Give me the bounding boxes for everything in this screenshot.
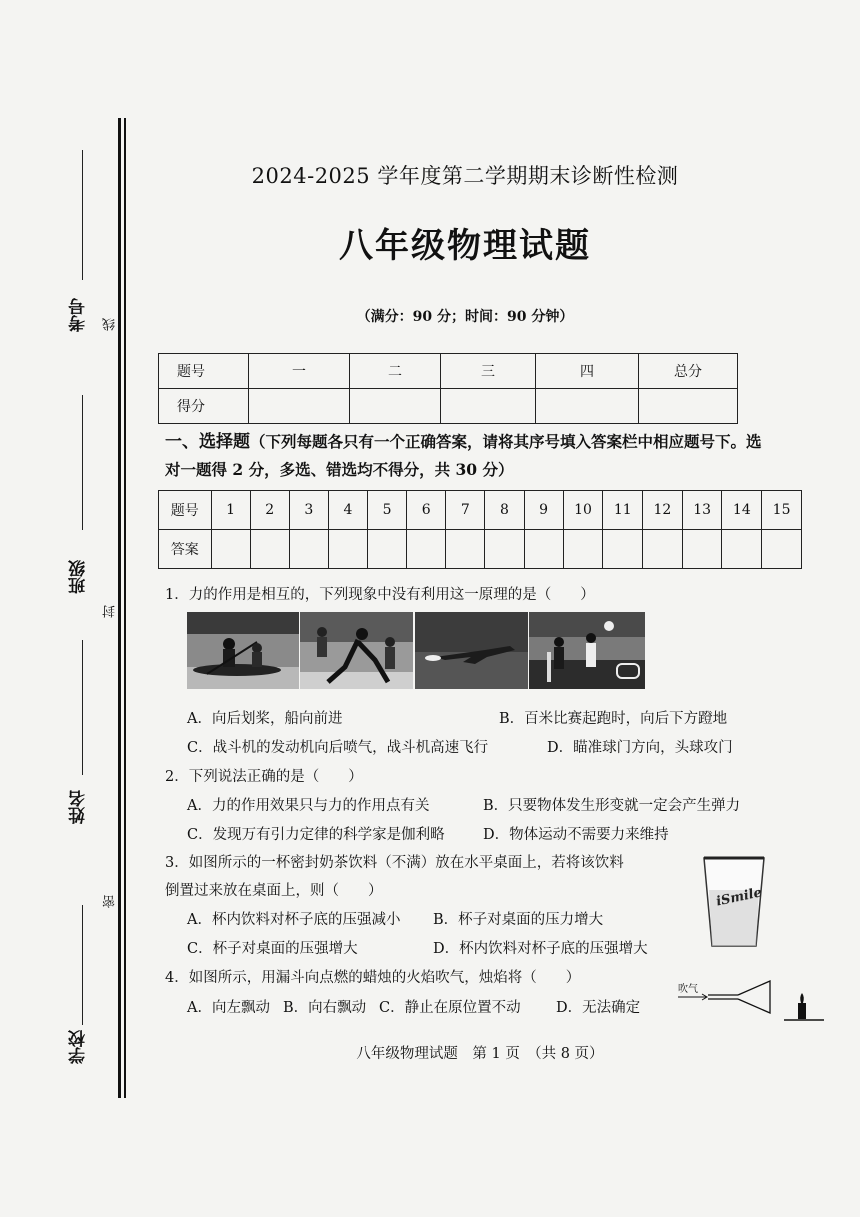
answer-number: 6 [407,491,446,530]
answer-table-row-label: 题号 [159,491,212,530]
answer-number: 8 [485,491,524,530]
question-1-stem: 1．力的作用是相互的，下列现象中没有利用这一原理的是（ ） [165,587,595,603]
school-label: 学校 [69,1030,89,1064]
score-time-note: （满分：90 分；时间：90 分钟） [356,309,574,325]
score-col-total: 总分 [639,354,738,389]
answer-number: 11 [603,491,643,530]
question-3-stem-line-2: 倒置过来放在桌面上，则（ ） [165,883,383,899]
question-1-option-a[interactable]: A．向后划桨，船向前进 [187,711,343,727]
score-col-4: 四 [536,354,639,389]
question-3-option-a[interactable]: A．杯内饮料对杯子底的压强减小 [187,912,401,928]
answer-number: 15 [762,491,802,530]
subject-title: 八年级物理试题 [339,226,591,266]
answer-number: 1 [211,491,250,530]
question-3-option-d[interactable]: D．杯内饮料对杯子底的压强增大 [433,941,648,957]
question-4-stem: 4．如图所示，用漏斗向点燃的蜡烛的火焰吹气，烛焰将（ ） [165,970,581,986]
score-table-row-label: 题号 [159,354,249,389]
name-line [82,640,83,775]
header-goal-photo [529,612,645,689]
question-4-option-a[interactable]: A．向左飘动 [187,1000,270,1016]
question-2-stem: 2．下列说法正确的是（ ） [165,769,363,785]
class-line [82,395,83,530]
fighter-jet-photo [415,612,528,689]
score-cell[interactable] [350,389,441,424]
score-cell[interactable] [639,389,738,424]
class-label: 班级 [69,560,89,594]
answer-table [158,490,802,569]
seal-mark-secret: 密 [103,895,118,908]
answer-cell[interactable] [211,530,250,569]
answer-table-number-row [159,491,802,530]
question-3-option-b[interactable]: B．杯子对桌面的压力增大 [433,912,604,928]
question-4-option-c[interactable]: C．静止在原位置不动 [379,1000,521,1016]
answer-cell[interactable] [563,530,603,569]
sprint-start-photo [300,612,413,689]
question-2-option-d[interactable]: D．物体运动不需要力来维持 [483,827,669,843]
answer-cell[interactable] [446,530,485,569]
answer-number: 9 [524,491,563,530]
answer-cell[interactable] [643,530,683,569]
answer-number: 7 [446,491,485,530]
score-col-3: 三 [441,354,536,389]
score-col-2: 二 [350,354,441,389]
score-cell[interactable] [441,389,536,424]
answer-cell[interactable] [289,530,328,569]
question-2-option-c[interactable]: C．发现万有引力定律的科学家是伽利略 [187,827,445,843]
answer-cell[interactable] [524,530,563,569]
section-heading [165,428,805,484]
page-footer: 八年级物理试题 第 1 页 （共 8 页） [356,1046,604,1062]
answer-number: 3 [289,491,328,530]
score-table [158,353,738,424]
section-instructions-1: （下列每题各只有一个正确答案，请将其序号填入答案栏中相应题号下。选 [250,432,762,451]
answer-cell[interactable] [368,530,407,569]
answer-cell[interactable] [407,530,446,569]
answer-cell[interactable] [722,530,762,569]
rowing-photo [187,612,299,689]
question-2-option-a[interactable]: A．力的作用效果只与力的作用点有关 [187,798,430,814]
answer-cell[interactable] [682,530,722,569]
answer-number: 12 [643,491,683,530]
answer-number: 5 [368,491,407,530]
answer-number: 14 [722,491,762,530]
answer-cell[interactable] [603,530,643,569]
answer-cell[interactable] [485,530,524,569]
funnel-candle-figure [676,975,826,1027]
milk-tea-cup-figure [700,850,768,950]
score-cell[interactable] [536,389,639,424]
question-4-option-b[interactable]: B．向右飘动 [283,1000,367,1016]
answer-cell[interactable] [328,530,367,569]
question-4-option-d[interactable]: D．无法确定 [556,1000,641,1016]
binding-rule-outer [118,118,121,1098]
exam-number-label: 考号 [69,298,89,332]
question-3-stem-line-1: 3．如图所示的一杯密封奶茶饮料（不满）放在水平桌面上，若将该饮料 [165,855,624,871]
score-cell[interactable] [249,389,350,424]
score-table-row-label: 得分 [159,389,249,424]
score-table-header-row [159,354,738,389]
name-label: 姓名 [69,790,89,824]
answer-cell[interactable] [250,530,289,569]
answer-number: 2 [250,491,289,530]
question-2-option-b[interactable]: B．只要物体发生形变就一定会产生弹力 [483,798,741,814]
answer-number: 10 [563,491,603,530]
seal-mark-seal: 封 [103,605,118,618]
exam-title: 2024-2025 学年度第二学期期末诊断性检测 [251,164,679,188]
section-instructions-2: 对一题得 2 分，多选、错选均不得分，共 30 分） [165,460,514,479]
answer-number: 4 [328,491,367,530]
binding-rule-inner [124,118,126,1098]
question-3-option-c[interactable]: C．杯子对桌面的压强增大 [187,941,358,957]
answer-table-answer-row [159,530,802,569]
score-col-1: 一 [249,354,350,389]
section-title: 一、选择题 [165,432,250,452]
answer-table-row-label: 答案 [159,530,212,569]
exam-number-line [82,150,83,280]
question-1-option-b[interactable]: B．百米比赛起跑时，向后下方蹬地 [499,711,728,727]
blow-air-label: 吹气 [678,984,698,995]
question-1-option-d[interactable]: D．瞄准球门方向，头球攻门 [547,740,733,756]
cup-logo-text: iSmile [714,885,764,910]
score-table-score-row [159,389,738,424]
seal-mark-line: 线 [103,318,118,331]
school-line [82,905,83,1025]
answer-number: 13 [682,491,722,530]
question-1-option-c[interactable]: C．战斗机的发动机向后喷气，战斗机高速飞行 [187,740,489,756]
answer-cell[interactable] [762,530,802,569]
